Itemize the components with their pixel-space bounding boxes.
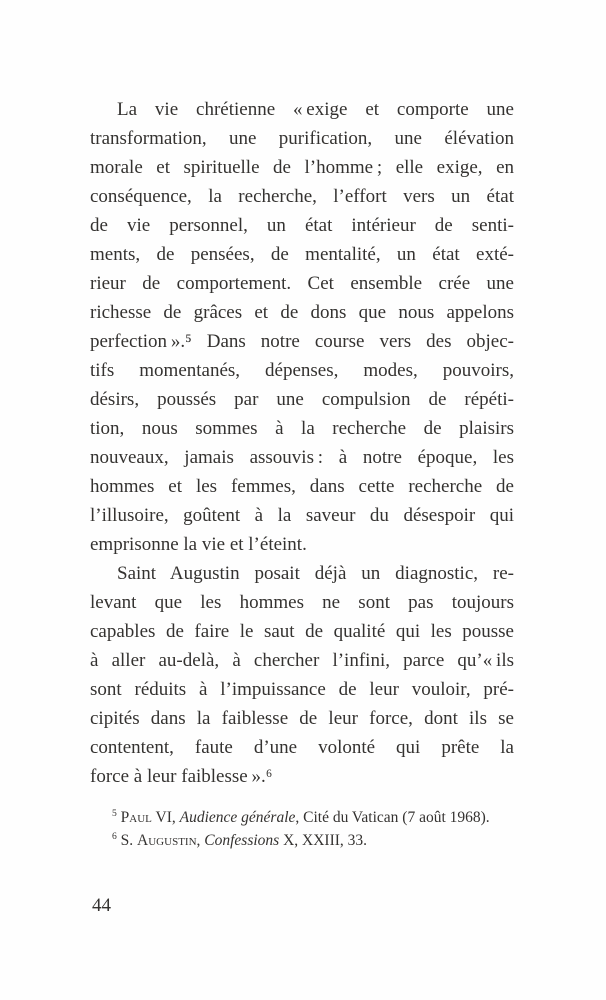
footnote-text: Audience générale (179, 809, 296, 826)
footnote-text: , (196, 832, 205, 849)
page-number: 44 (92, 895, 111, 916)
footnote (90, 806, 514, 829)
text-line: force à leur faiblesse ».⁶ (90, 766, 273, 787)
text-line: désirs, poussés par une compulsion de répéti- (90, 389, 514, 410)
footnote-text: S. (116, 832, 138, 849)
text-line: hommes et les femmes, dans cette recherche de (90, 476, 514, 497)
footnotes (90, 806, 514, 852)
text-line: l’illusoire, goûtent à la saveur du désespoir qui (90, 505, 514, 526)
text-line: tion, nous sommes à la recherche de plaisirs (90, 418, 514, 439)
text-line: tifs momentanés, dépenses, modes, pouvoirs, (90, 360, 514, 381)
footnote-text: VI, (151, 809, 180, 826)
footnote-text: , Cité du Vatican (7 août 1968). (295, 809, 490, 826)
text-line: capables de faire le saut de qualité qui les pousse (90, 621, 514, 642)
text-line: à aller au-delà, à chercher l’infini, parce qu’« ils (90, 650, 514, 671)
text-line: transformation, une purification, une élévation (90, 128, 514, 149)
text-line: conséquence, la recherche, l’effort vers un état (90, 186, 514, 207)
footnote-marker: 5 (112, 807, 117, 819)
text-line: perfection ».⁵ Dans notre course vers des objec- (90, 331, 514, 352)
footnote-text: Augustin (137, 832, 197, 849)
footnote (90, 829, 514, 852)
text-line: ments, de pensées, de mentalité, un état exté- (90, 244, 514, 265)
footnote-text: Confessions (204, 832, 280, 849)
text-line: contentent, faute d’une volonté qui prête la (90, 737, 514, 758)
text-line: morale et spirituelle de l’homme ; elle exige, en (90, 157, 514, 178)
text-line: de vie personnel, un état intérieur de senti- (90, 215, 514, 236)
footnote-text: Paul (120, 809, 152, 826)
text-line: Saint Augustin posait déjà un diagnostic, re- (117, 563, 514, 584)
text-line: emprisonne la vie et l’éteint. (90, 534, 307, 555)
footnote-marker: 6 (112, 830, 117, 842)
text-line: cipités dans la faiblesse de leur force, dont ils se (90, 708, 514, 729)
text-line: nouveaux, jamais assouvis : à notre époque, les (90, 447, 514, 468)
body-text (90, 95, 514, 791)
text-line: sont réduits à l’impuissance de leur vouloir, pré- (90, 679, 514, 700)
text-line: La vie chrétienne « exige et comporte une (117, 99, 514, 120)
footnote-text: X, XXIII, 33. (279, 832, 368, 849)
text-line: richesse de grâces et de dons que nous appelons (90, 302, 514, 323)
text-line: rieur de comportement. Cet ensemble crée une (90, 273, 514, 294)
text-line: levant que les hommes ne sont pas toujours (90, 592, 514, 613)
